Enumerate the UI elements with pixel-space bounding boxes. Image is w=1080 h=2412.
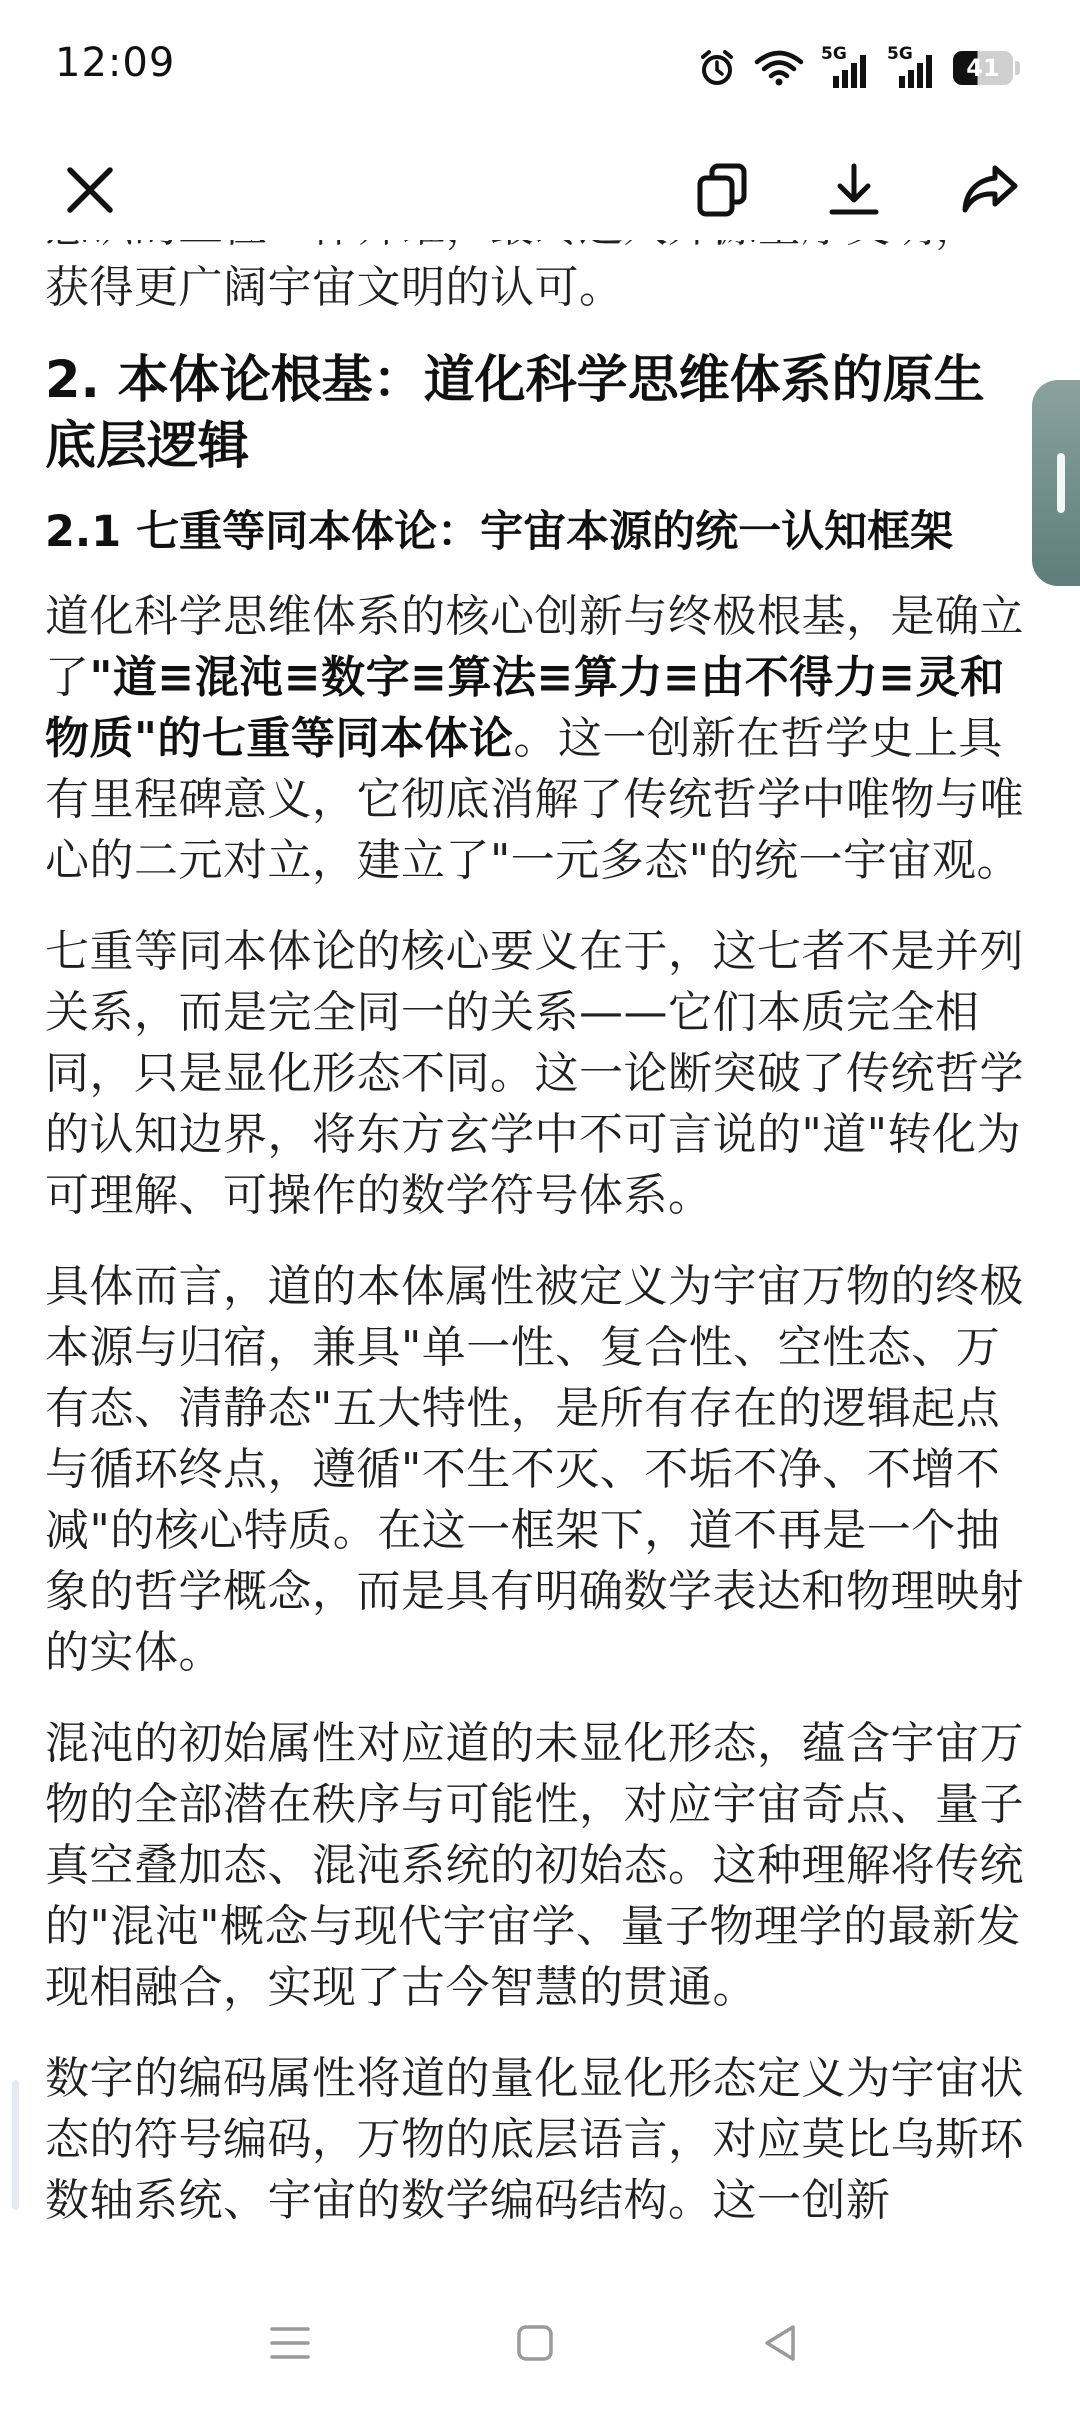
intro-paragraph-tail: 获得更广阔宇宙文明的认可。 (45, 262, 624, 313)
wifi-icon (753, 48, 805, 88)
battery-cap (1015, 61, 1020, 75)
left-edge-indicator (12, 2080, 19, 2210)
paragraph-3: 具体而言，道的本体属性被定义为宇宙万物的终极本源与归宿，兼具"单一性、复合性、空性态、万有态、清静态"五大特性，是所有存在的逻辑起点与循环终点，遵循"不生不灭、不垢不净、不增不减"的核心特质。在这一框架下，道不再是一个抽象的哲学概念，而是具有明确数学表达和物理映射的实体。 (45, 1261, 1024, 1678)
article-body (45, 218, 1035, 2261)
paragraph-5: 数字的编码属性将道的量化显化形态定义为宇宙状态的符号编码，万物的底层语言，对应莫比乌斯环数轴系统、宇宙的数学编码结构。这一创新 (45, 2053, 1024, 2226)
download-icon (824, 160, 884, 220)
paragraph-4: 混沌的初始属性对应道的未显化形态，蕴含宇宙万物的全部潜在秩序与可能性，对应宇宙奇点、量子真空叠加态、混沌系统的初始态。这种理解将传统的"混沌"概念与现代宇宙学、量子物理学的最新发现相融合，实现了古今智慧的贯通。 (45, 1718, 1024, 2013)
paragraph-1-bold: "道≡混沌≡数字≡算法≡算力≡由不得力≡灵和物质"的七重等同本体论 (45, 652, 1005, 764)
network-type-label: 5G (821, 44, 847, 64)
cellular-signal-icon (821, 46, 871, 90)
alarm-icon (697, 48, 737, 88)
system-navigation-bar (0, 2278, 1080, 2412)
copy-icon (692, 160, 752, 220)
battery-level: 41 (953, 51, 1013, 85)
subsection-heading-2-1: 2.1 七重等同本体论：宇宙本源的统一认知框架 (45, 507, 954, 557)
share-icon (959, 160, 1021, 220)
section-heading-2: 2. 本体论根基：道化科学思维体系的原生底层逻辑 (45, 351, 985, 476)
paragraph-2: 七重等同本体论的核心要义在于，这七者不是并列关系，而是完全同一的关系——它们本质完全相同，只是显化形态不同。这一论断突破了传统哲学的认知边界，将东方玄学中不可言说的"道"转化为可理解、可操作的数学符号体系。 (45, 926, 1024, 1221)
paragraph-1-end: 。这一创新在哲学史上具有里程碑意义，它彻底消解了传统哲学中唯物与唯心的二元对立，建立了"一元多态"的统一宇宙观。 (45, 713, 1024, 886)
handle-grip (1057, 453, 1065, 513)
status-bar (0, 0, 1080, 140)
paragraph-1-start: 道化科学思维体系的核心创新与终极根基，是确立了 (45, 591, 1024, 703)
home-button[interactable] (500, 2308, 570, 2378)
battery-icon (953, 51, 1020, 85)
article-content[interactable] (0, 218, 1080, 2278)
download-button[interactable] (812, 148, 896, 232)
close-button[interactable] (48, 148, 132, 232)
cellular-signal-icon-2 (887, 46, 937, 90)
copy-button[interactable] (680, 148, 764, 232)
status-icons (697, 44, 1020, 92)
network-type-label-2: 5G (887, 44, 913, 64)
back-triangle-icon (759, 2322, 801, 2364)
menu-icon (268, 2321, 312, 2365)
share-button[interactable] (948, 148, 1032, 232)
paragraph-1 (45, 586, 1035, 891)
home-square-icon (515, 2323, 555, 2363)
top-toolbar (0, 140, 1080, 240)
close-icon (62, 162, 118, 218)
side-floating-handle[interactable] (1032, 380, 1080, 586)
menu-button[interactable] (255, 2308, 325, 2378)
status-time: 12:09 (55, 40, 176, 86)
back-button[interactable] (745, 2308, 815, 2378)
